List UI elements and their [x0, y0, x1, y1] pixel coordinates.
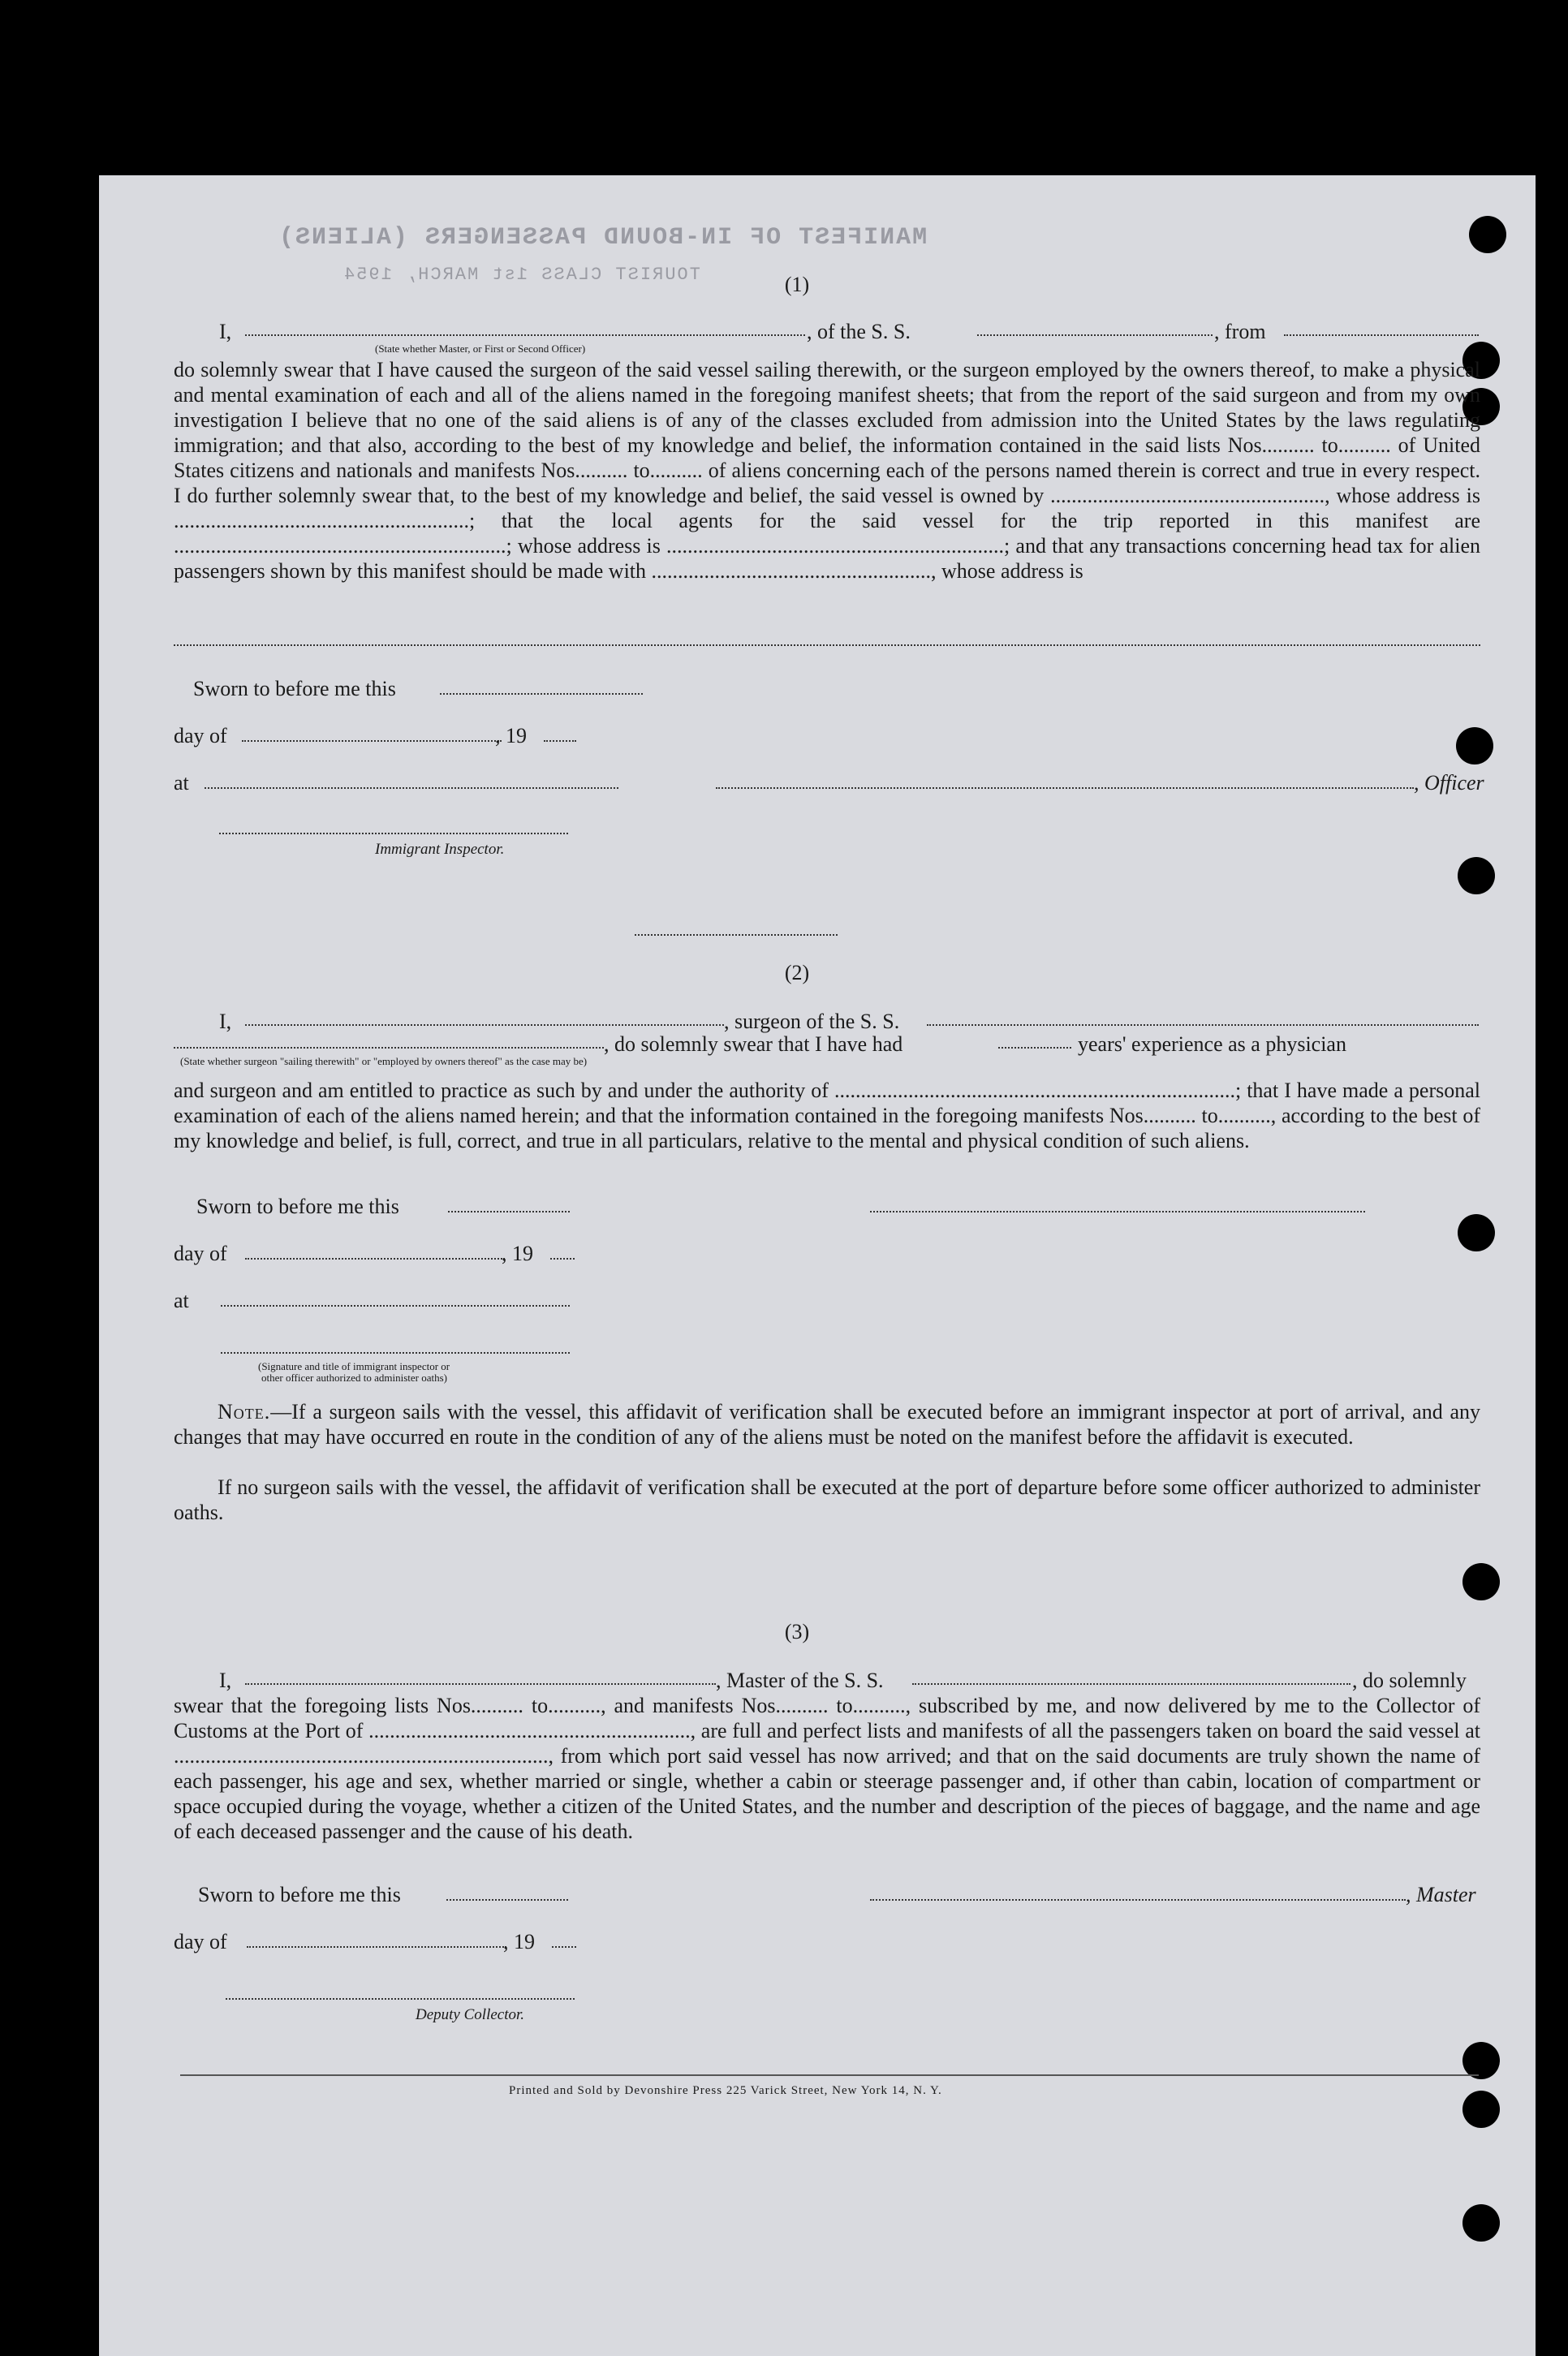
s2-signature-field[interactable]: [870, 1211, 1365, 1212]
section-2-number: (2): [784, 961, 810, 984]
s1-at-field[interactable]: [205, 787, 618, 789]
s2-note-2: If no surgeon sails with the vessel, the affidavit of verification shall be executed at the port of departure before some officer authorized to administer oaths.: [174, 1475, 1480, 1524]
s1-inspector-sign-field[interactable]: [219, 833, 568, 834]
s3-collector: Deputy Collector.: [416, 2006, 525, 2023]
s2-signature-note-1: (Signature and title of immigrant inspector or: [258, 1360, 450, 1372]
s1-i: I,: [219, 320, 232, 343]
s3-master: , Master: [1406, 1883, 1476, 1906]
manifest-back-page: [99, 175, 1536, 2356]
s3-day-field[interactable]: [247, 1946, 506, 1948]
s2-inspector-sign-field[interactable]: [221, 1352, 570, 1354]
printer-imprint: Printed and Sold by Devonshire Press 225 Varick Street, New York 14, N. Y.: [509, 2084, 942, 2097]
s2-i: I,: [219, 1010, 232, 1033]
s1-day-field[interactable]: [242, 740, 502, 742]
s2-years: years' experience as a physician: [1078, 1032, 1346, 1056]
s2-surgeon-note: (State whether surgeon "sailing therewith" or "employed by owners thereof" as the case may be): [180, 1055, 588, 1067]
s1-year: , 19: [495, 724, 527, 747]
s2-surgeon-of: , surgeon of the S. S.: [724, 1010, 900, 1033]
s2-day-field[interactable]: [245, 1258, 505, 1260]
s1-line-i: [219, 320, 231, 344]
s3-master-sign-field[interactable]: [870, 1899, 1406, 1901]
s1-at: at: [174, 771, 189, 795]
s2-day-of: day of: [174, 1242, 227, 1265]
s1-sworn: Sworn to before me this: [193, 677, 396, 700]
punch-hole: [1462, 1563, 1500, 1600]
s3-day-of: day of: [174, 1930, 227, 1953]
s3-year: , 19: [503, 1930, 535, 1953]
s2-sworn: Sworn to before me this: [196, 1195, 399, 1218]
s3-year-field[interactable]: [552, 1946, 576, 1948]
s3-do-solemnly: , do solemnly: [1352, 1669, 1467, 1692]
s2-surgeon-name-field[interactable]: [245, 1024, 724, 1026]
s1-officer: , Officer: [1414, 771, 1484, 795]
s1-extra-line[interactable]: [635, 934, 838, 936]
bleed-through-line: TOURIST CLASS 1st MARCH, 1954: [342, 265, 700, 285]
section-1-number: (1): [784, 273, 810, 296]
s3-sworn-field[interactable]: [446, 1899, 568, 1901]
s2-at: at: [174, 1289, 189, 1312]
s3-ship-field[interactable]: [912, 1683, 1350, 1685]
section-3-number: (3): [784, 1620, 810, 1643]
s2-years-field[interactable]: [998, 1047, 1071, 1049]
punch-hole: [1469, 216, 1506, 253]
s2-year-field[interactable]: [550, 1258, 575, 1260]
punch-hole: [1456, 727, 1493, 765]
footer-rule: [180, 2074, 1479, 2076]
s1-inspector: Immigrant Inspector.: [375, 841, 505, 858]
s1-sworn-field[interactable]: [440, 693, 643, 695]
s3-sworn: Sworn to before me this: [198, 1883, 401, 1906]
s1-from-field[interactable]: [1284, 334, 1479, 336]
s1-agent-address-field[interactable]: [174, 644, 1480, 646]
s3-i: I,: [219, 1669, 232, 1692]
s2-note-label: Note.: [218, 1400, 271, 1424]
s1-day-of: day of: [174, 724, 227, 747]
s2-year: , 19: [502, 1242, 533, 1265]
s1-from: , from: [1214, 320, 1266, 343]
s3-paragraph: swear that the foregoing lists Nos.......... to.........., and manifests Nos.......... to.........., subscribed by me, and now delivered by me to the Collector of Customs at the Port of ............................................................., are full and perfect lists and manifests of all the passengers taken on board the said vessel at ......................................................................., from which port said vessel has now arrived; and that on the said documents are truly shown the name of each passenger, his age and sex, whether married or single, whether a cabin or steerage passenger and, if other than cabin, location of compartment or space occupied during the voyage, whether a citizen of the United States, and the number and description of the pieces of baggage, and the name and age of each deceased passenger and the cause of his death.: [174, 1694, 1480, 1843]
s1-ship-field[interactable]: [977, 334, 1213, 336]
s2-note-1-text: —If a surgeon sails with the vessel, this affidavit of verification shall be executed before an immigrant inspector at port of arrival, and any changes that may have occurred en route in the condition of any of the aliens must be noted on the manifest before the affidavit is executed.: [174, 1400, 1480, 1449]
s1-of-ss: , of the S. S.: [807, 320, 911, 343]
punch-hole: [1458, 1214, 1495, 1251]
bleed-through-header: MANIFEST OF IN-BOUND PASSENGERS (ALIENS): [278, 224, 928, 252]
s1-officer-field[interactable]: [245, 334, 805, 336]
punch-hole: [1458, 857, 1495, 894]
s1-paragraph: do solemnly swear that I have caused the surgeon of the said vessel sailing therewith, or the surgeon employed by the owners thereof, to make a physical and mental examination of each and all of the aliens named in the foregoing manifest sheets; that from the report of the said surgeon and from my own investigation I believe that no one of the said aliens is of any of the classes excluded from admission into the United States by the laws regulating immigration; and that also, according to the best of my knowledge and belief, the information contained in the said lists Nos.......... to.......... of United States citizens and nationals and manifests Nos.......... to.......... of aliens concerning each of the persons named therein is correct and true in every respect. I do further solemnly swear that, to the best of my knowledge and belief, the said vessel is owned by ...................................................., whose address is ........................................................; that the local agents for the said vessel for the trip reported in this manifest are ...............................................................; whose address is ................................................................; and that any transactions concerning head tax for alien passengers shown by this manifest should be made with ....................................................., whose address is: [174, 358, 1480, 583]
s3-collector-sign-field[interactable]: [226, 1998, 575, 2000]
s2-at-field[interactable]: [221, 1305, 570, 1307]
s2-ship-field[interactable]: [927, 1024, 1479, 1026]
s2-swear: , do solemnly swear that I have had: [604, 1032, 903, 1056]
s2-note-1: [174, 1399, 1480, 1449]
s2-sworn-field[interactable]: [448, 1211, 570, 1212]
s3-master-of: , Master of the S. S.: [716, 1669, 884, 1692]
s2-paragraph: and surgeon and am entitled to practice as such by and under the authority of ............................................................................; that I have made a personal examination of each of the aliens named herein; and that the information contained in the foregoing manifests Nos.......... to.........., according to the best of my knowledge and belief, is full, correct, and true in all particulars, relative to the mental and physical condition of such aliens.: [174, 1079, 1480, 1152]
s1-year-field[interactable]: [544, 740, 576, 742]
punch-hole: [1462, 2091, 1500, 2128]
punch-hole: [1462, 2204, 1500, 2242]
s1-role-note: (State whether Master, or First or Second Officer): [375, 342, 586, 355]
s2-signature-note-2: other officer authorized to administer oaths): [261, 1372, 447, 1384]
s2-surgeon-type-field[interactable]: [174, 1047, 604, 1049]
s3-master-name-field[interactable]: [245, 1683, 716, 1685]
s1-officer-sign-field[interactable]: [716, 787, 1414, 789]
